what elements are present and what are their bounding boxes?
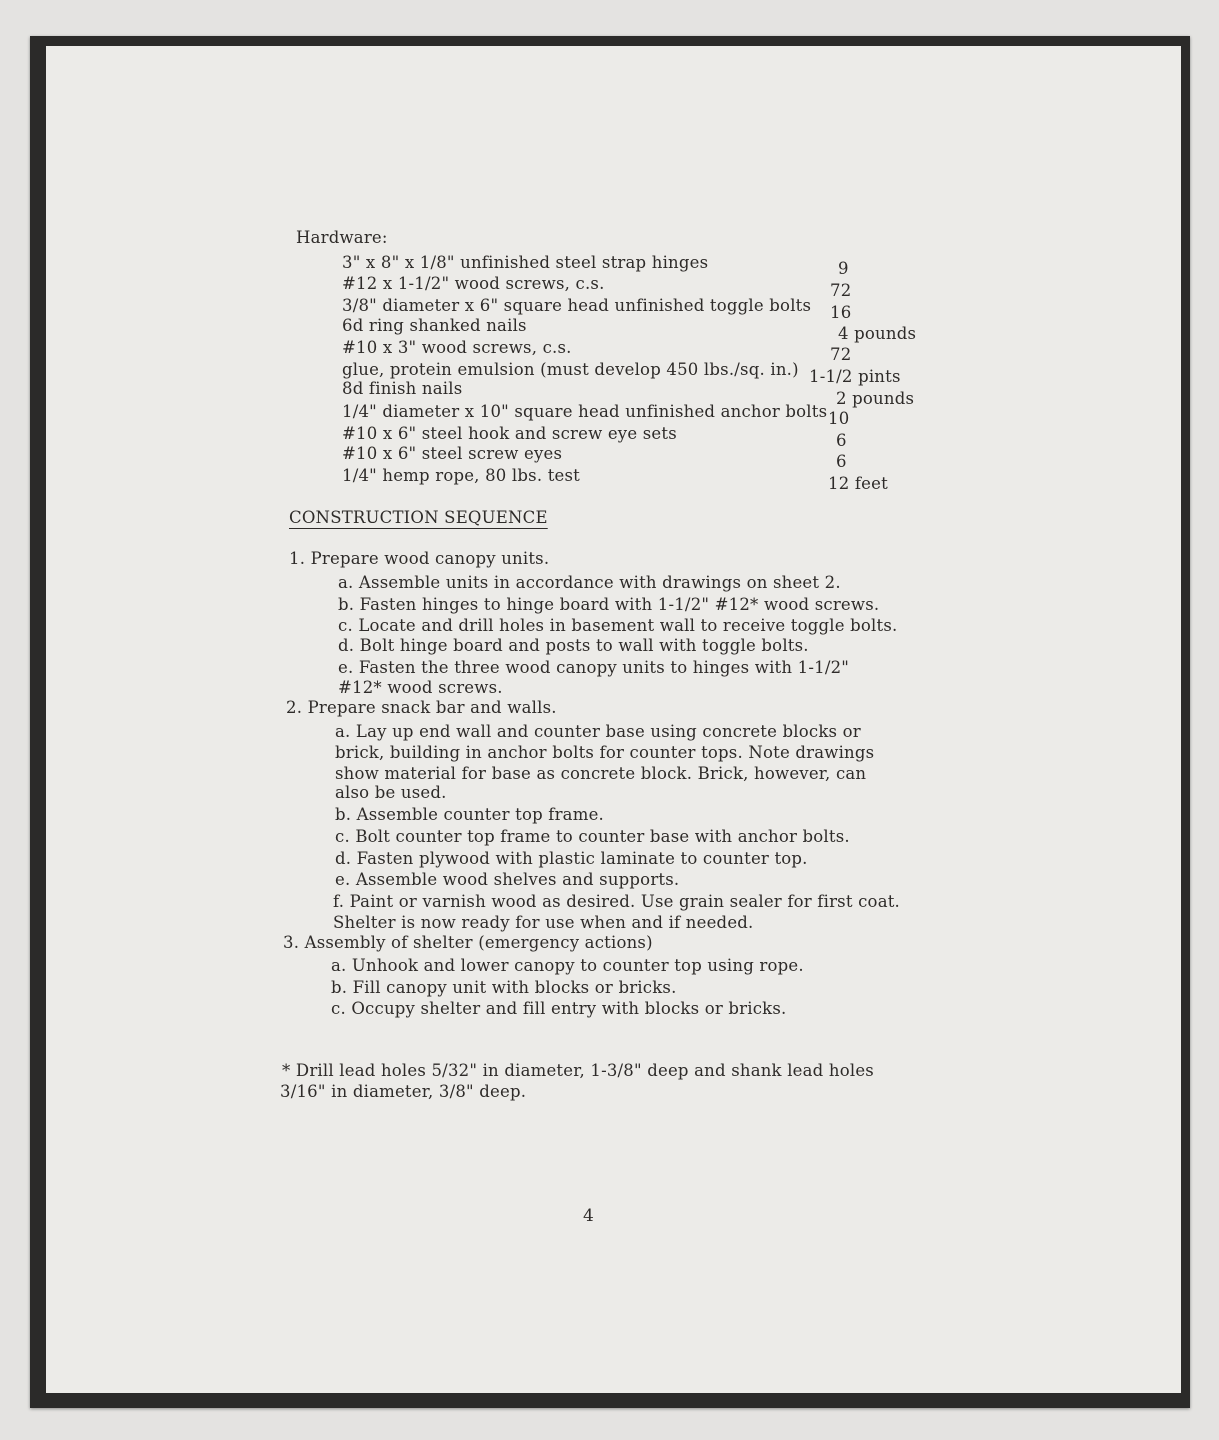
- step-substep: a. Assemble units in accordance with drawings on sheet 2.: [338, 573, 841, 592]
- document-page: [46, 46, 1181, 1393]
- page-number: 4: [583, 1206, 595, 1226]
- hardware-qty: 9: [838, 259, 849, 278]
- step-substep: e. Assemble wood shelves and supports.: [335, 870, 680, 889]
- step-substep: c. Occupy shelter and fill entry with blocks or bricks.: [331, 999, 787, 1018]
- hardware-qty: 72: [830, 345, 852, 364]
- hardware-qty: 2 pounds: [836, 389, 915, 408]
- step-substep-continued: Shelter is now ready for use when and if needed.: [333, 913, 754, 932]
- step-substep-continued: also be used.: [335, 783, 447, 802]
- hardware-qty: 72: [830, 281, 852, 300]
- hardware-qty: 16: [830, 303, 852, 322]
- step-substep-continued: show material for base as concrete block. Brick, however, can: [335, 764, 867, 783]
- step-substep: a. Unhook and lower canopy to counter top using rope.: [331, 956, 804, 975]
- step-title: 1. Prepare wood canopy units.: [289, 549, 550, 568]
- hardware-qty: 12 feet: [828, 474, 888, 493]
- hardware-qty: 1-1/2 pints: [809, 367, 901, 386]
- step-substep: c. Bolt counter top frame to counter base with anchor bolts.: [335, 827, 850, 846]
- step-substep: b. Fill canopy unit with blocks or bricks.: [331, 978, 677, 997]
- hardware-item: 3" x 8" x 1/8" unfinished steel strap hinges: [342, 253, 709, 272]
- step-substep-continued: brick, building in anchor bolts for counter tops. Note drawings: [335, 743, 875, 762]
- hardware-qty: 4 pounds: [838, 324, 917, 343]
- hardware-item: #10 x 3" wood screws, c.s.: [342, 338, 572, 357]
- hardware-item: 6d ring shanked nails: [342, 316, 527, 335]
- step-substep: b. Fasten hinges to hinge board with 1-1/2" #12* wood screws.: [338, 595, 880, 614]
- hardware-qty: 6: [836, 452, 847, 471]
- hardware-qty: 6: [836, 431, 847, 450]
- step-substep: f. Paint or varnish wood as desired. Use grain sealer for first coat.: [333, 892, 901, 911]
- footnote-continued: 3/16" in diameter, 3/8" deep.: [280, 1082, 527, 1101]
- hardware-item: 8d finish nails: [342, 379, 463, 398]
- step-substep: c. Locate and drill holes in basement wall to receive toggle bolts.: [338, 616, 898, 635]
- hardware-item: 1/4" diameter x 10" square head unfinished anchor bolts: [342, 402, 828, 421]
- footnote: * Drill lead holes 5/32" in diameter, 1-3/8" deep and shank lead holes: [282, 1061, 874, 1080]
- step-substep: e. Fasten the three wood canopy units to hinges with 1-1/2": [338, 658, 850, 677]
- hardware-item: glue, protein emulsion (must develop 450 lbs./sq. in.): [342, 360, 799, 379]
- step-substep: d. Fasten plywood with plastic laminate to counter top.: [335, 849, 808, 868]
- hardware-qty: 10: [828, 409, 850, 428]
- hardware-item: 1/4" hemp rope, 80 lbs. test: [342, 466, 581, 485]
- hardware-item: #10 x 6" steel hook and screw eye sets: [342, 424, 677, 443]
- step-title: 3. Assembly of shelter (emergency actions): [283, 933, 653, 952]
- hardware-label: Hardware:: [296, 228, 388, 247]
- step-title: 2. Prepare snack bar and walls.: [286, 698, 557, 717]
- step-substep: b. Assemble counter top frame.: [335, 805, 604, 824]
- hardware-item: 3/8" diameter x 6" square head unfinished toggle bolts: [342, 296, 812, 315]
- section-heading: CONSTRUCTION SEQUENCE: [289, 508, 548, 527]
- hardware-item: #10 x 6" steel screw eyes: [342, 444, 563, 463]
- step-substep: d. Bolt hinge board and posts to wall with toggle bolts.: [338, 636, 809, 655]
- hardware-item: #12 x 1-1/2" wood screws, c.s.: [342, 274, 605, 293]
- step-substep-continued: #12* wood screws.: [338, 678, 503, 697]
- step-substep: a. Lay up end wall and counter base using concrete blocks or: [335, 722, 861, 741]
